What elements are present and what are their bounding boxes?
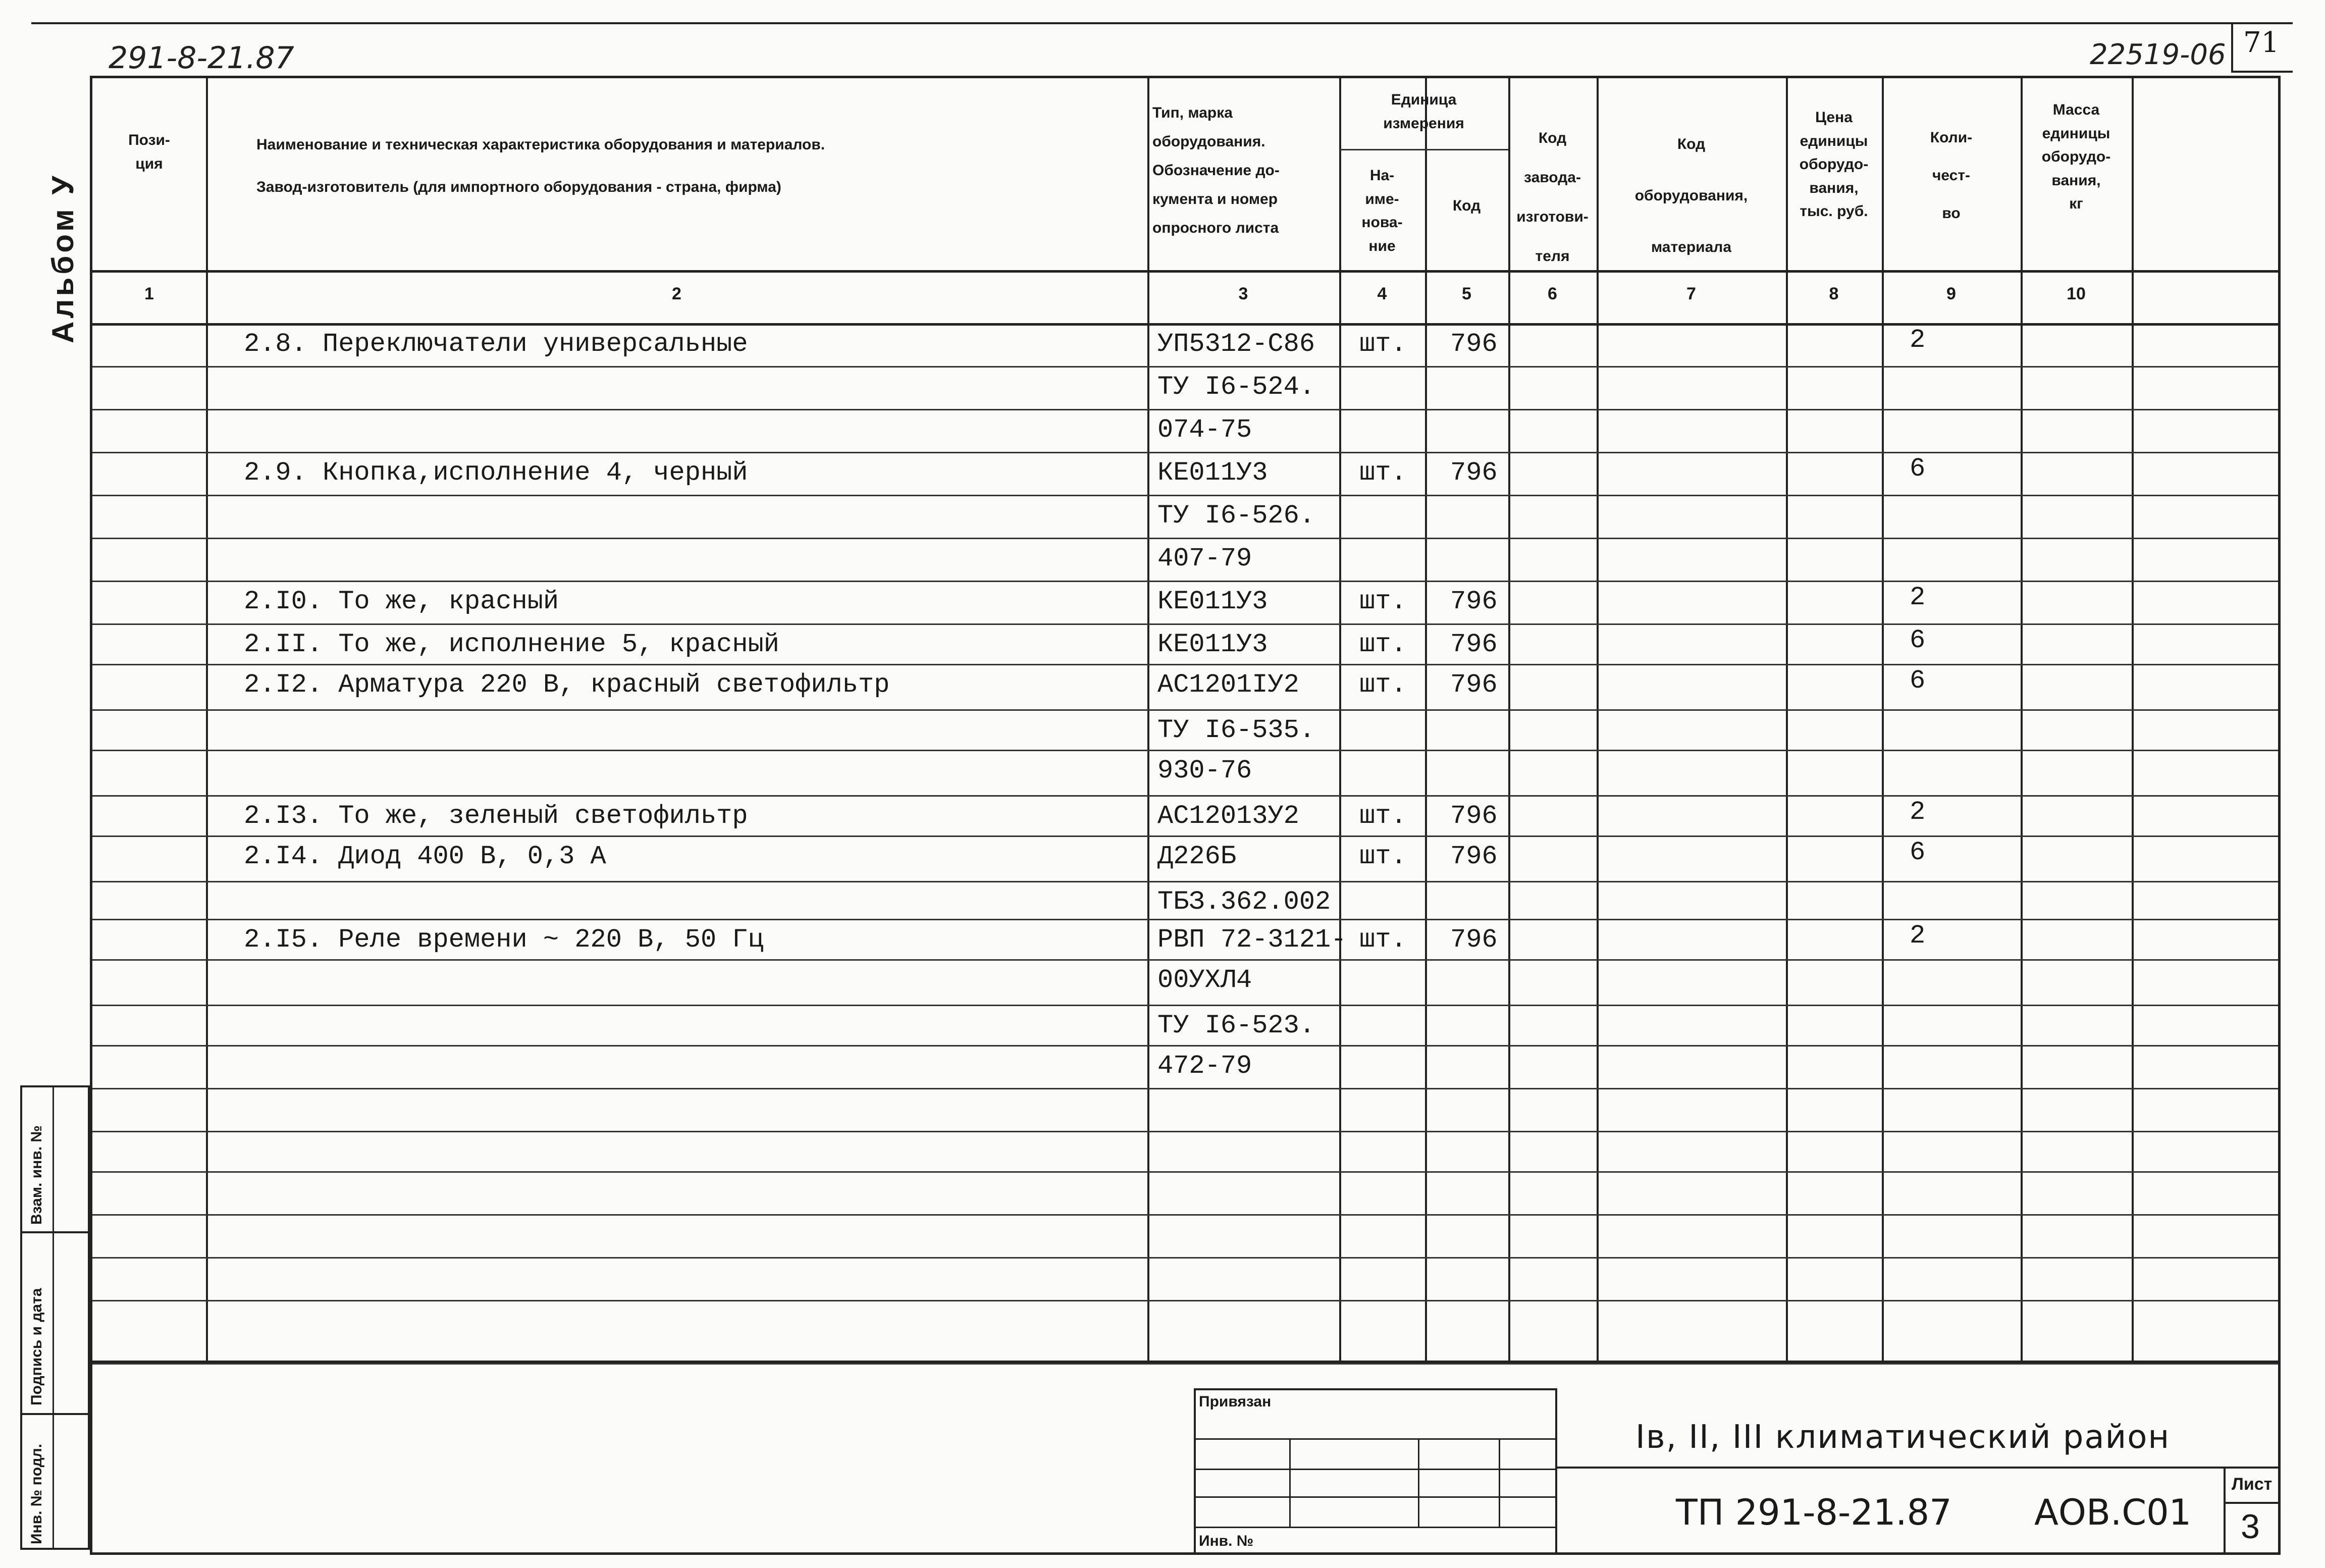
album-code: АОВ.С01 <box>2034 1492 2192 1533</box>
header-unit-price-line: оборудо- <box>1799 156 1869 173</box>
header-unit-name-line: име- <box>1365 190 1399 207</box>
climate-region-title: Iв, II, III климатический район <box>1635 1419 2171 1456</box>
row-unit: шт. <box>1359 925 1407 955</box>
header-equipment-code-line: материала <box>1651 239 1732 255</box>
row-divider <box>92 623 2278 625</box>
row-unit: шт. <box>1359 842 1407 871</box>
row-divider <box>92 1045 2278 1047</box>
column-number: 10 <box>2067 284 2086 303</box>
row-unit-code: 796 <box>1450 842 1498 871</box>
side-approval-strip <box>20 1085 90 1550</box>
row-type: ТУ I6-524. <box>1157 372 1315 402</box>
binding-row-line <box>1196 1496 1555 1498</box>
header-type-mark-line: Обозначение до- <box>1152 162 1280 179</box>
column-number: 3 <box>1238 284 1248 303</box>
row-quantity: 2 <box>1910 797 1926 827</box>
row-divider <box>92 959 2278 961</box>
row-divider <box>92 1257 2278 1259</box>
binding-col-line <box>1289 1438 1291 1527</box>
header-quantity-line: чест- <box>1932 167 1971 184</box>
row-divider <box>92 452 2278 453</box>
header-type-mark <box>1152 98 1334 242</box>
row-divider <box>92 581 2278 582</box>
row-type: 074-75 <box>1157 415 1252 445</box>
row-name: 2.8. Переключатели универсальные <box>244 329 748 359</box>
binding-row-line <box>1196 1469 1555 1470</box>
handwritten-sheet-number: 71 <box>2243 26 2280 59</box>
row-divider <box>92 1214 2278 1216</box>
row-unit-code: 796 <box>1450 458 1498 488</box>
row-type: КЕ011У3 <box>1157 458 1268 488</box>
specification-table <box>90 76 2281 1363</box>
header-unit-code-line: Код <box>1452 197 1481 214</box>
row-name: 2.II. То же, исполнение 5, красный <box>244 630 779 659</box>
side-label-original-inv: Инв. № подл. <box>28 1443 45 1544</box>
row-quantity: 2 <box>1910 583 1926 612</box>
sheet-value: 3 <box>2241 1507 2260 1546</box>
row-unit-code: 796 <box>1450 670 1498 700</box>
header-quantity <box>1882 119 2021 232</box>
row-name: 2.I4. Диод 400 В, 0,3 А <box>244 842 606 871</box>
row-quantity: 6 <box>1910 838 1926 867</box>
row-divider <box>92 1171 2278 1173</box>
header-unit-mass-line: Масса <box>2052 101 2100 118</box>
header-unit-price-line: Цена <box>1815 109 1853 126</box>
header-position-line: ция <box>135 155 163 172</box>
row-name: 2.9. Кнопка,исполнение 4, черный <box>244 458 748 488</box>
side-label-replacement-inv: Взам. инв. № <box>28 1125 45 1225</box>
row-divider <box>92 919 2278 920</box>
header-unit-price <box>1786 106 1882 224</box>
row-quantity: 6 <box>1910 454 1926 484</box>
row-quantity: 2 <box>1910 921 1926 951</box>
title-block-divider <box>1557 1467 2281 1469</box>
row-type: УП5312-С86 <box>1157 329 1315 359</box>
row-divider <box>92 1131 2278 1132</box>
header-unit-name-line: нова- <box>1361 214 1403 231</box>
handwritten-project-code: 291-8-21.87 <box>109 40 294 76</box>
row-unit: шт. <box>1359 458 1407 488</box>
title-block-frame <box>90 1363 2281 1555</box>
binding-col-line <box>1499 1438 1500 1527</box>
row-divider <box>92 881 2278 882</box>
header-unit-name-line: На- <box>1369 167 1395 184</box>
header-unit-mass <box>2021 98 2132 216</box>
sheet-number-box <box>2224 1467 2281 1555</box>
frame-top-border <box>31 22 2293 24</box>
row-type: 472-79 <box>1157 1051 1252 1081</box>
row-name: 2.I2. Арматура 220 В, красный светофильтр <box>244 670 890 700</box>
column-number: 1 <box>144 284 154 303</box>
row-quantity: 6 <box>1910 625 1926 655</box>
header-type-mark-line: оборудования. <box>1152 133 1265 150</box>
sheet-label: Лист <box>2232 1475 2273 1494</box>
row-type: ТУ I6-526. <box>1157 501 1315 531</box>
header-manufacturer-code-line: Код завода- <box>1524 130 1581 186</box>
row-divider <box>92 795 2278 797</box>
row-unit-code: 796 <box>1450 587 1498 616</box>
header-unit-price-line: вания, <box>1809 179 1859 196</box>
inv-label: Инв. № <box>1199 1533 1254 1549</box>
row-divider <box>92 409 2278 410</box>
header-type-mark-line: кумента и номер <box>1152 191 1278 207</box>
row-type: 930-76 <box>1157 756 1252 786</box>
row-unit-code: 796 <box>1450 801 1498 831</box>
row-unit-code: 796 <box>1450 630 1498 659</box>
row-type: ТУ I6-523. <box>1157 1011 1315 1040</box>
header-unit-price-line: единицы <box>1800 132 1868 149</box>
header-unit-name-line: ние <box>1368 237 1396 254</box>
header-name-characteristics-line: Завод-изготовитель (для импортного оборудования - страна, фирма) <box>256 179 781 195</box>
row-divider <box>92 835 2278 837</box>
row-divider <box>92 1088 2278 1089</box>
row-divider <box>92 1005 2278 1006</box>
row-unit-code: 796 <box>1450 329 1498 359</box>
row-type: 407-79 <box>1157 544 1252 573</box>
row-type: АС12013У2 <box>1157 801 1299 831</box>
row-quantity: 2 <box>1910 325 1926 355</box>
side-label-signature-date: Подпись и дата <box>28 1288 45 1405</box>
column-number: 6 <box>1548 284 1557 303</box>
header-equipment-code-line: оборудования, <box>1634 187 1748 204</box>
header-unit-mass-line: оборудо- <box>2041 148 2111 165</box>
side-strip-row-line <box>22 1413 88 1415</box>
header-unit-measure-line: Единица <box>1391 91 1457 108</box>
header-name-characteristics <box>206 124 1147 208</box>
header-bottom-line <box>92 270 2278 273</box>
header-manufacturer-code <box>1508 119 1597 276</box>
row-unit: шт. <box>1359 329 1407 359</box>
side-strip-divider <box>52 1087 54 1548</box>
row-type: РВП 72-3121- <box>1157 925 1347 955</box>
row-divider <box>92 750 2278 751</box>
header-manufacturer-code-line: изготови- <box>1516 208 1589 225</box>
row-name: 2.I5. Реле времени ~ 220 В, 50 Гц <box>244 925 764 955</box>
row-type: Д226Б <box>1157 842 1237 871</box>
unit-subheader-line <box>1339 149 1508 150</box>
row-type: ТУ I6-535. <box>1157 715 1315 745</box>
header-equipment-code-line: Код <box>1677 136 1706 152</box>
side-strip-row-line <box>22 1231 88 1233</box>
row-type: ТБЗ.362.002 <box>1157 887 1331 917</box>
header-unit-mass-line: вания, <box>2051 172 2101 189</box>
bound-label: Привязан <box>1199 1393 1272 1410</box>
number-row-bottom-line <box>92 323 2278 326</box>
column-number: 4 <box>1377 284 1387 303</box>
row-unit: шт. <box>1359 630 1407 659</box>
handwritten-album-number: 22519-06 <box>2090 38 2226 71</box>
document-number: ТП 291-8-21.87 <box>1676 1492 1952 1533</box>
header-unit-name <box>1339 164 1425 258</box>
header-unit-measure-line: измерения <box>1383 115 1464 132</box>
binding-block <box>1194 1388 1557 1555</box>
header-unit-price-line: тыс. руб. <box>1800 203 1868 220</box>
header-position-line: Пози- <box>128 132 170 148</box>
sheet-box-divider <box>2226 1502 2281 1504</box>
header-quantity-line: Коли- <box>1930 129 1973 146</box>
row-divider <box>92 366 2278 368</box>
row-unit: шт. <box>1359 587 1407 616</box>
column-number: 8 <box>1829 284 1839 303</box>
row-quantity: 6 <box>1910 666 1926 696</box>
header-unit-mass-line: единицы <box>2042 125 2110 142</box>
row-type: КЕ011У3 <box>1157 587 1268 616</box>
header-unit-measure <box>1339 88 1508 135</box>
header-manufacturer-code-line: теля <box>1535 248 1570 265</box>
binding-row-line <box>1196 1527 1555 1528</box>
row-name: 2.I3. То же, зеленый светофильтр <box>244 801 748 831</box>
row-divider <box>92 538 2278 539</box>
header-unit-code <box>1425 194 1508 218</box>
row-unit: шт. <box>1359 801 1407 831</box>
header-position <box>92 129 206 176</box>
row-divider <box>92 495 2278 496</box>
row-divider <box>92 709 2278 711</box>
header-equipment-code <box>1597 119 1786 273</box>
row-type: КЕ011У3 <box>1157 630 1268 659</box>
row-unit-code: 796 <box>1450 925 1498 955</box>
row-divider <box>92 1300 2278 1301</box>
header-unit-mass-line: кг <box>2069 195 2083 212</box>
header-quantity-line: во <box>1942 205 1961 222</box>
album-label: Альбом У <box>46 173 80 343</box>
column-number: 5 <box>1462 284 1471 303</box>
binding-col-line <box>1418 1438 1419 1527</box>
header-name-characteristics-line: Наименование и техническая характеристика оборудования и материалов. <box>256 136 825 153</box>
header-type-mark-line: Тип, марка <box>1152 104 1233 121</box>
row-unit: шт. <box>1359 670 1407 700</box>
row-divider <box>92 664 2278 665</box>
binding-row-line <box>1196 1438 1555 1440</box>
header-type-mark-line: опросного листа <box>1152 220 1279 236</box>
column-number: 9 <box>1946 284 1956 303</box>
column-number: 7 <box>1686 284 1696 303</box>
row-type: АС1201IУ2 <box>1157 670 1299 700</box>
column-number: 2 <box>672 284 681 303</box>
row-name: 2.I0. То же, красный <box>244 587 559 616</box>
row-type: 00УХЛ4 <box>1157 965 1252 995</box>
corner-sheet-box <box>2231 22 2293 73</box>
